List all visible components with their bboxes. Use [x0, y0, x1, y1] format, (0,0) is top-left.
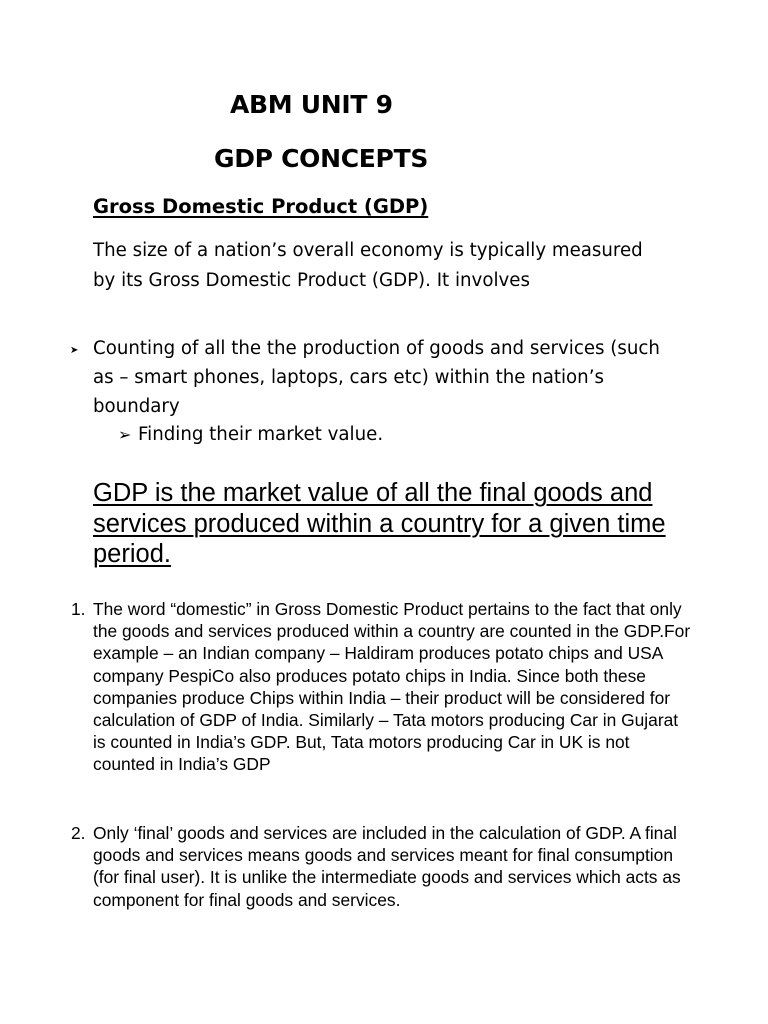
point-number: 1.	[71, 599, 86, 619]
document-subtitle: GDP CONCEPTS	[214, 144, 429, 173]
intro-paragraph: The size of a nation’s overall economy is typically measured by its Gross Domestic Product (GDP). It involves	[93, 240, 643, 291]
gdp-definition: GDP is the market value of all the final goods and services produced within a country for a given time period.	[93, 479, 666, 568]
point-text: Only ‘final’ goods and services are included in the calculation of GDP. A final goods and services means goods and services meant for final consumption (for final user). It is unlike the intermediate goods and services which acts as component for final goods and services.	[93, 823, 681, 910]
numbered-point-2	[71, 822, 691, 911]
bullet-arrow-icon: ➤	[70, 345, 79, 356]
numbered-point-1	[71, 598, 691, 776]
bullet-item: Counting of all the the production of goods and services (such as – smart phones, laptops, cars etc) within the nation’s boundary	[93, 338, 660, 417]
section-heading: Gross Domestic Product (GDP)	[93, 195, 429, 218]
point-number: 2.	[71, 823, 86, 843]
document-title: ABM UNIT 9	[230, 90, 393, 119]
sub-bullet-arrow-icon: ➢	[118, 425, 132, 444]
sub-bullet-text: Finding their market value.	[138, 424, 384, 445]
point-text: The word “domestic” in Gross Domestic Product pertains to the fact that only the goods and services produced within a country are counted in the GDP.For example – an Indian company – Haldiram produces potato chips and USA company PespiCo also produces potato chips in India. Since both these companies produce Chips within India – their product will be considered for calculation of GDP of India. Similarly – Tata motors producing Car in Gujarat is counted in India’s GDP. But, Tata motors producing Car in UK is not counted in India’s GDP	[93, 599, 691, 775]
sub-bullet-item	[118, 421, 383, 449]
